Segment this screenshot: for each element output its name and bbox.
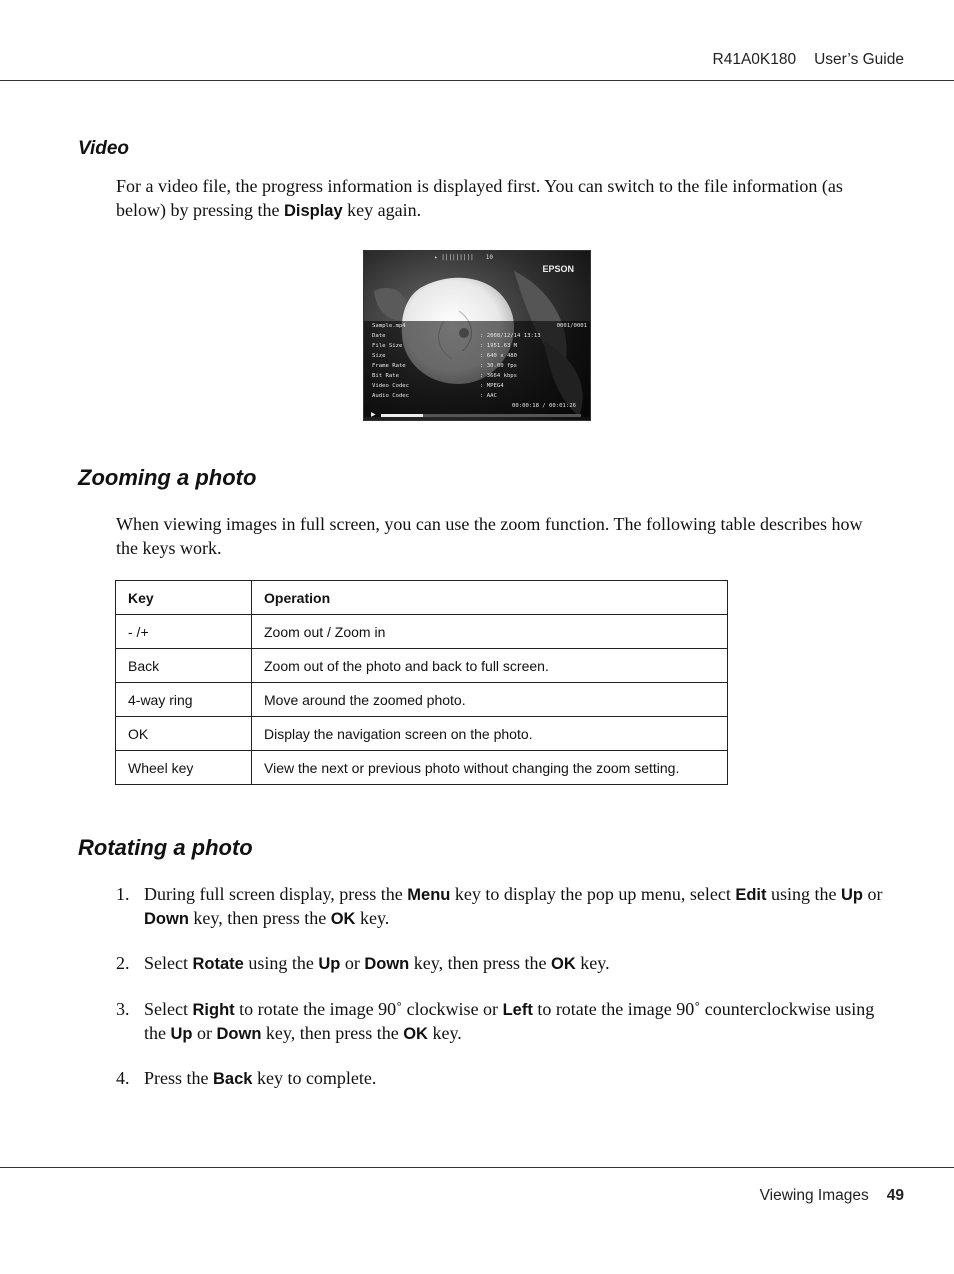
- footer-rule: [0, 1167, 954, 1168]
- display-key: Display: [283, 202, 343, 220]
- info-value: : 2008/12/14 13:13: [480, 333, 541, 339]
- step-fragment: During full screen display, press the: [144, 884, 408, 904]
- step-fragment: using the: [766, 884, 841, 904]
- header-rule: [0, 80, 954, 81]
- file-info-row: [372, 393, 587, 403]
- step-number: 3.: [116, 999, 130, 1019]
- key-cell: 4-way ring: [116, 683, 252, 717]
- table-row: [116, 649, 728, 683]
- table-row: [116, 717, 728, 751]
- info-label: Size: [372, 353, 386, 359]
- step-fragment: key, then press the: [409, 953, 552, 973]
- operation-cell: Zoom out of the photo and back to full screen.: [252, 649, 728, 683]
- key-name: Right: [192, 1001, 235, 1019]
- video-paragraph: [116, 174, 886, 223]
- operation-cell: Zoom out / Zoom in: [252, 615, 728, 649]
- key-cell: - /+: [116, 615, 252, 649]
- play-icon: ▶: [371, 412, 376, 418]
- step-fragment: or: [340, 953, 365, 973]
- step-fragment: key.: [427, 1023, 462, 1043]
- key-name: Up: [318, 955, 341, 973]
- step-fragment: key to complete.: [252, 1068, 377, 1088]
- file-info-row: [372, 333, 587, 343]
- page-footer: [760, 1187, 904, 1205]
- doc-code: R41A0K180: [712, 51, 797, 68]
- step-fragment: to rotate the image 90˚ counterclockwise using the: [144, 999, 875, 1043]
- table-row: [116, 615, 728, 649]
- zoom-heading: Zooming a photo: [78, 465, 257, 490]
- file-info-row: [372, 353, 587, 363]
- step-number: 1.: [116, 884, 130, 904]
- page-number: 49: [886, 1187, 904, 1204]
- step-number: 4.: [116, 1068, 130, 1088]
- progress-bar: [381, 414, 581, 417]
- guide-title: User’s Guide: [814, 51, 904, 68]
- step-fragment: or: [192, 1023, 217, 1043]
- info-label: Date: [372, 333, 386, 339]
- step-text: [144, 883, 886, 931]
- info-label: Audio Codec: [372, 393, 410, 399]
- step-fragment: Select: [144, 953, 193, 973]
- info-label: File Size: [372, 343, 403, 349]
- column-header-operation: Operation: [252, 581, 728, 615]
- video-info-screen: [363, 250, 591, 421]
- operation-cell: View the next or previous photo without changing the zoom setting.: [252, 751, 728, 785]
- info-label: Frame Rate: [372, 363, 406, 369]
- step-fragment: using the: [243, 953, 319, 973]
- table-row: [116, 683, 728, 717]
- progress-fill: [381, 414, 423, 417]
- file-info-row: [372, 343, 587, 353]
- playback-time: 00:00:18 / 00:01:26: [512, 403, 576, 409]
- info-value: : 3664 kbps: [480, 373, 518, 379]
- step-fragment: or: [863, 884, 883, 904]
- step-fragment: key, then press the: [188, 908, 331, 928]
- key-name: Up: [170, 1025, 193, 1043]
- info-value: : 640 x 480: [480, 353, 518, 359]
- step-fragment: key.: [355, 908, 390, 928]
- step-number: 2.: [116, 953, 130, 973]
- key-name: Edit: [735, 886, 767, 904]
- key-name: Down: [216, 1025, 262, 1043]
- status-count: 10: [485, 254, 493, 261]
- step-fragment: key, then press the: [261, 1023, 404, 1043]
- key-name: Rotate: [192, 955, 244, 973]
- key-name: OK: [403, 1025, 428, 1043]
- step-fragment: to rotate the image 90˚ clockwise or: [234, 999, 503, 1019]
- info-value: : AAC: [480, 393, 497, 399]
- info-label: Video Codec: [372, 383, 410, 389]
- step-text: [144, 1067, 886, 1091]
- key-name: Back: [213, 1070, 253, 1088]
- footer-section: Viewing Images: [759, 1187, 869, 1204]
- key-name: Down: [364, 955, 410, 973]
- table-row: [116, 751, 728, 785]
- key-name: Left: [502, 1001, 533, 1019]
- file-info-row: [372, 363, 587, 373]
- table-header-row: [116, 581, 728, 615]
- step-fragment: Select: [144, 999, 193, 1019]
- signal-icon: ✦ |||||||||: [434, 254, 474, 261]
- brand-logo: EPSON: [542, 264, 574, 274]
- key-cell: Back: [116, 649, 252, 683]
- step-fragment: key to display the pop up menu, select: [450, 884, 736, 904]
- status-bar: [434, 254, 493, 261]
- zoom-keys-table: [115, 580, 728, 785]
- info-label: Bit Rate: [372, 373, 399, 379]
- step-text: [144, 952, 886, 976]
- key-name: OK: [551, 955, 576, 973]
- info-value: : 1951.63 M: [480, 343, 518, 349]
- key-name: OK: [330, 910, 356, 928]
- video-text-1: For a video file, the progress information is displayed first. You can switch to the file information (as below) by pressing the: [116, 176, 843, 220]
- info-value: : MPEG4: [480, 383, 504, 389]
- file-info-row: [372, 383, 587, 393]
- key-cell: Wheel key: [116, 751, 252, 785]
- page-header: [713, 51, 904, 69]
- operation-cell: Display the navigation screen on the photo.: [252, 717, 728, 751]
- column-header-key: Key: [116, 581, 252, 615]
- zoom-paragraph: When viewing images in full screen, you can use the zoom function. The following table describes how the keys work.: [116, 514, 863, 558]
- key-cell: OK: [116, 717, 252, 751]
- info-value: : 30.00 fps: [480, 363, 518, 369]
- video-text-2: key again.: [342, 200, 422, 220]
- operation-cell: Move around the zoomed photo.: [252, 683, 728, 717]
- key-name: Down: [144, 910, 189, 928]
- step-fragment: Press the: [144, 1068, 213, 1088]
- file-name-row: Sample.mp4 0001/0001: [372, 323, 587, 329]
- key-name: Menu: [407, 886, 451, 904]
- video-heading: Video: [78, 138, 130, 159]
- step-text: [144, 998, 886, 1046]
- step-fragment: key.: [575, 953, 610, 973]
- key-name: Up: [841, 886, 863, 904]
- file-info-row: [372, 373, 587, 383]
- rotate-heading: Rotating a photo: [78, 835, 253, 860]
